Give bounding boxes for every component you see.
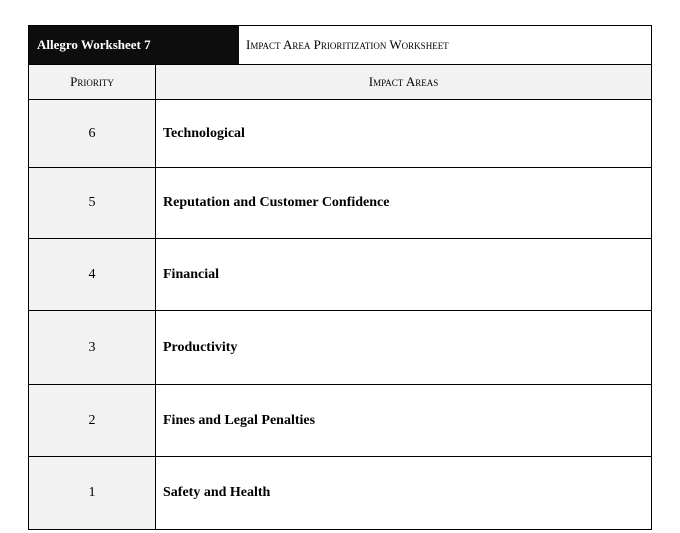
priority-cell: 2 [29,385,156,456]
impact-area-cell: Fines and Legal Penalties [163,412,316,428]
priority-cell: 4 [29,239,156,310]
worksheet-table [28,25,652,530]
worksheet-label: Allegro Worksheet 7 [29,26,239,64]
priority-cell: 6 [29,100,156,167]
priority-cell: 3 [29,311,156,384]
column-header-row [29,65,651,100]
title-row [29,26,651,65]
priority-column-header: Priority [29,65,156,99]
table-row [29,311,651,385]
impact-area-cell: Reputation and Customer Confidence [163,195,390,210]
priority-cell: 1 [29,457,156,529]
impact-areas-column-header: Impact Areas [368,74,439,89]
table-row [29,239,651,311]
impact-area-cell: Safety and Health [163,485,271,500]
priority-cell: 5 [29,168,156,238]
table-row [29,385,651,457]
table-row [29,168,651,239]
table-row [29,100,651,168]
worksheet-title: Impact Area Prioritization Worksheet [246,37,449,52]
impact-area-cell: Financial [163,266,220,282]
impact-area-cell: Technological [163,125,245,141]
table-row [29,457,651,529]
impact-area-cell: Productivity [163,339,238,355]
